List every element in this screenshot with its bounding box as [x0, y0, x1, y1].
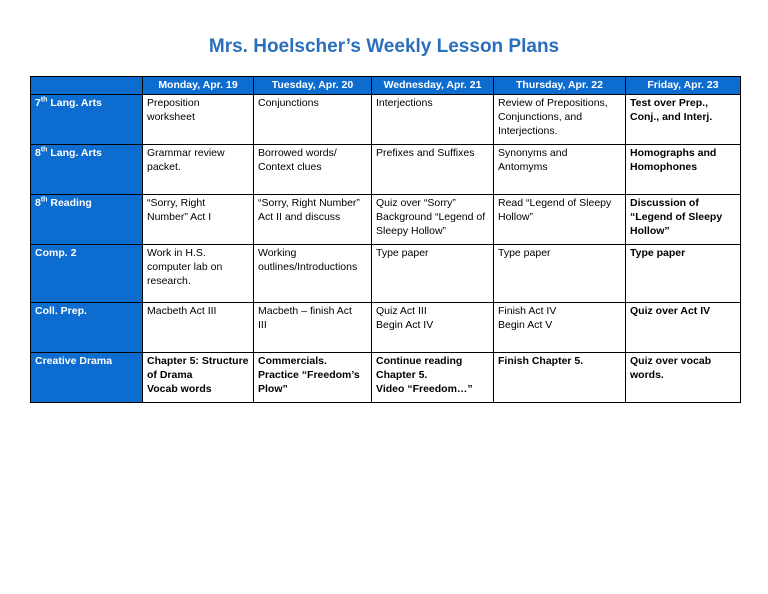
plan-cell: Prefixes and Suffixes [372, 145, 494, 195]
plan-cell: Chapter 5: Structure of Drama Vocab words [143, 353, 254, 403]
subject-name: Lang. Arts [47, 147, 102, 159]
plan-cell: Grammar review packet. [143, 145, 254, 195]
subject-name: Lang. Arts [47, 97, 102, 109]
lesson-plan-table [30, 76, 741, 403]
day-header-friday: Friday, Apr. 23 [626, 77, 741, 95]
subject-ordinal: th [40, 146, 48, 154]
plan-cell: “Sorry, Right Number” Act II and discuss [254, 195, 372, 245]
plan-cell: Macbeth Act III [143, 303, 254, 353]
plan-cell: Homographs and Homophones [626, 145, 741, 195]
table-row [31, 245, 741, 303]
subject-cell [31, 145, 143, 195]
subject-ordinal: th [40, 196, 48, 204]
plan-cell: Test over Prep., Conj., and Interj. [626, 95, 741, 145]
plan-cell: Preposition worksheet [143, 95, 254, 145]
table-row [31, 95, 741, 145]
subject-number: 8 [35, 147, 41, 159]
plan-cell: Continue reading Chapter 5. Video “Freedom…” [372, 353, 494, 403]
plan-cell: Finish Chapter 5. [494, 353, 626, 403]
plan-cell: Borrowed words/ Context clues [254, 145, 372, 195]
day-header-thursday: Thursday, Apr. 22 [494, 77, 626, 95]
plan-cell: Finish Act IV Begin Act V [494, 303, 626, 353]
plan-cell: Quiz Act III Begin Act IV [372, 303, 494, 353]
plan-cell: Macbeth – finish Act III [254, 303, 372, 353]
subject-name: Reading [47, 197, 92, 209]
plan-cell: Type paper [626, 245, 741, 303]
plan-cell: Quiz over “Sorry” Background “Legend of Sleepy Hollow” [372, 195, 494, 245]
subject-cell [31, 303, 143, 353]
plan-cell: Work in H.S. computer lab on research. [143, 245, 254, 303]
day-header-tuesday: Tuesday, Apr. 20 [254, 77, 372, 95]
subject-cell [31, 195, 143, 245]
plan-cell: Interjections [372, 95, 494, 145]
plan-cell: Working outlines/Introductions [254, 245, 372, 303]
plan-cell: Discussion of “Legend of Sleepy Hollow” [626, 195, 741, 245]
plan-cell: Review of Prepositions, Conjunctions, and Interjections. [494, 95, 626, 145]
page-title: Mrs. Hoelscher’s Weekly Lesson Plans [208, 36, 560, 57]
day-header-wednesday: Wednesday, Apr. 21 [372, 77, 494, 95]
table-row [31, 145, 741, 195]
plan-cell: Synonyms and Antomyms [494, 145, 626, 195]
table-row [31, 353, 741, 403]
plan-cell: Quiz over vocab words. [626, 353, 741, 403]
subject-cell [31, 95, 143, 145]
subject-ordinal: th [40, 96, 48, 104]
plan-cell: Quiz over Act IV [626, 303, 741, 353]
plan-cell: Read “Legend of Sleepy Hollow” [494, 195, 626, 245]
subject-name: Creative Drama [35, 355, 113, 367]
plan-cell: Commercials. Practice “Freedom’s Plow” [254, 353, 372, 403]
table-row [31, 303, 741, 353]
subject-cell [31, 245, 143, 303]
plan-cell: Type paper [372, 245, 494, 303]
header-corner-cell [31, 77, 143, 95]
plan-cell: “Sorry, Right Number” Act I [143, 195, 254, 245]
header-row [31, 77, 741, 95]
subject-cell [31, 353, 143, 403]
subject-number: 7 [35, 97, 41, 109]
day-header-monday: Monday, Apr. 19 [143, 77, 254, 95]
subject-name: Comp. 2 [35, 247, 77, 259]
subject-number: 8 [35, 197, 41, 209]
plan-cell: Type paper [494, 245, 626, 303]
subject-name: Coll. Prep. [35, 305, 87, 317]
table-row [31, 195, 741, 245]
plan-cell: Conjunctions [254, 95, 372, 145]
